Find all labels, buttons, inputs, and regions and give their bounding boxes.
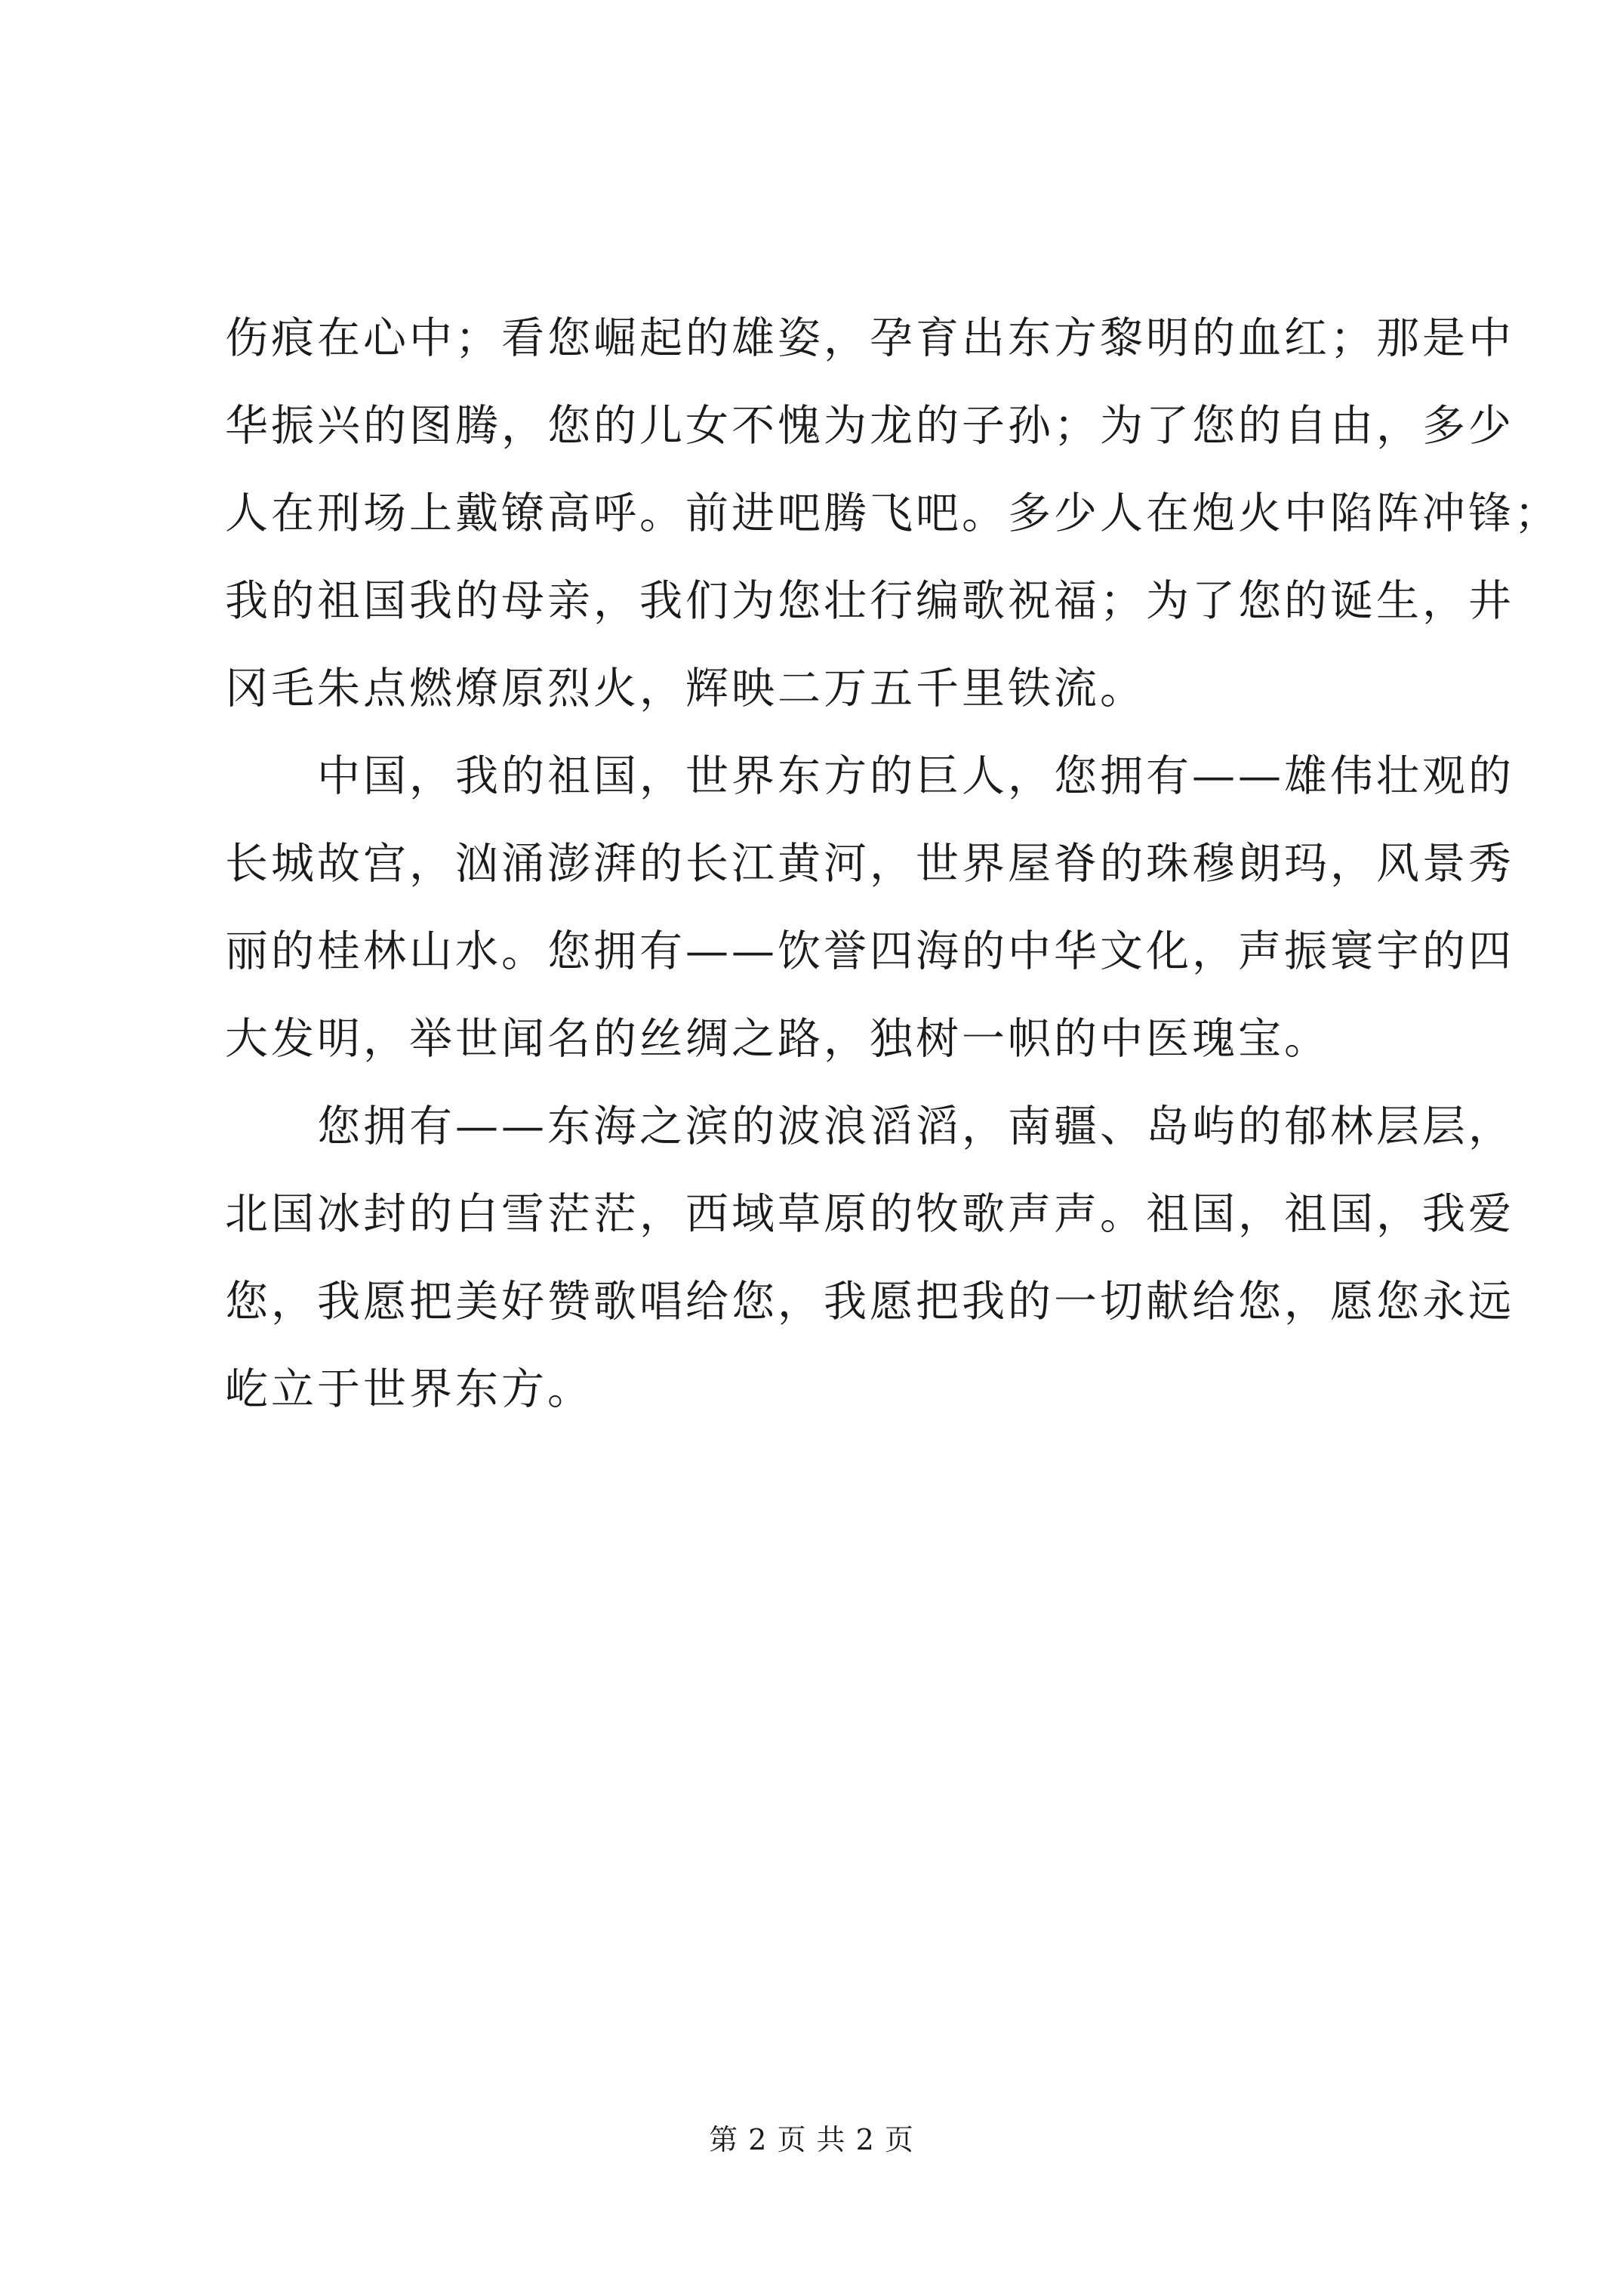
text-line: 长城故宫，汹涌澎湃的长江黄河，世界屋脊的珠穆朗玛，风景秀 bbox=[225, 839, 1514, 889]
body-text bbox=[225, 294, 1560, 1433]
text-line: 中国，我的祖国，世界东方的巨人，您拥有——雄伟壮观的 bbox=[225, 751, 1514, 801]
text-line: 大发明，举世闻名的丝绸之路，独树一帜的中医瑰宝。 bbox=[225, 1014, 1330, 1064]
text-line: 丽的桂林山水。您拥有——饮誉四海的中华文化，声振寰宇的四 bbox=[225, 926, 1514, 976]
text-line: 北国冰封的白雪茫茫，西域草原的牧歌声声。祖国，祖国，我爱 bbox=[225, 1189, 1514, 1239]
text-line: 冈毛朱点燃燎原烈火，辉映二万五千里铁流。 bbox=[225, 664, 1146, 713]
text-line: 您，我愿把美好赞歌唱给您，我愿把我的一切献给您，愿您永远 bbox=[225, 1277, 1514, 1327]
text-line: 伤痕在心中；看您崛起的雄姿，孕育出东方黎明的血红；那是中 bbox=[225, 313, 1514, 363]
page-number-footer: 第 2 页 共 2 页 bbox=[709, 2123, 914, 2156]
text-line: 您拥有——东海之滨的波浪滔滔，南疆、岛屿的郁林层层， bbox=[225, 1102, 1514, 1151]
text-line: 华振兴的图腾，您的儿女不愧为龙的子孙；为了您的自由，多少 bbox=[225, 401, 1514, 451]
text-line: 我的祖国我的母亲，我们为您壮行编歌祝福；为了您的诞生，井 bbox=[225, 576, 1514, 626]
text-line: 人在刑场上戴镣高呼。前进吧腾飞吧。多少人在炮火中陷阵冲锋； bbox=[225, 488, 1560, 538]
text-line: 屹立于世界东方。 bbox=[225, 1364, 593, 1414]
